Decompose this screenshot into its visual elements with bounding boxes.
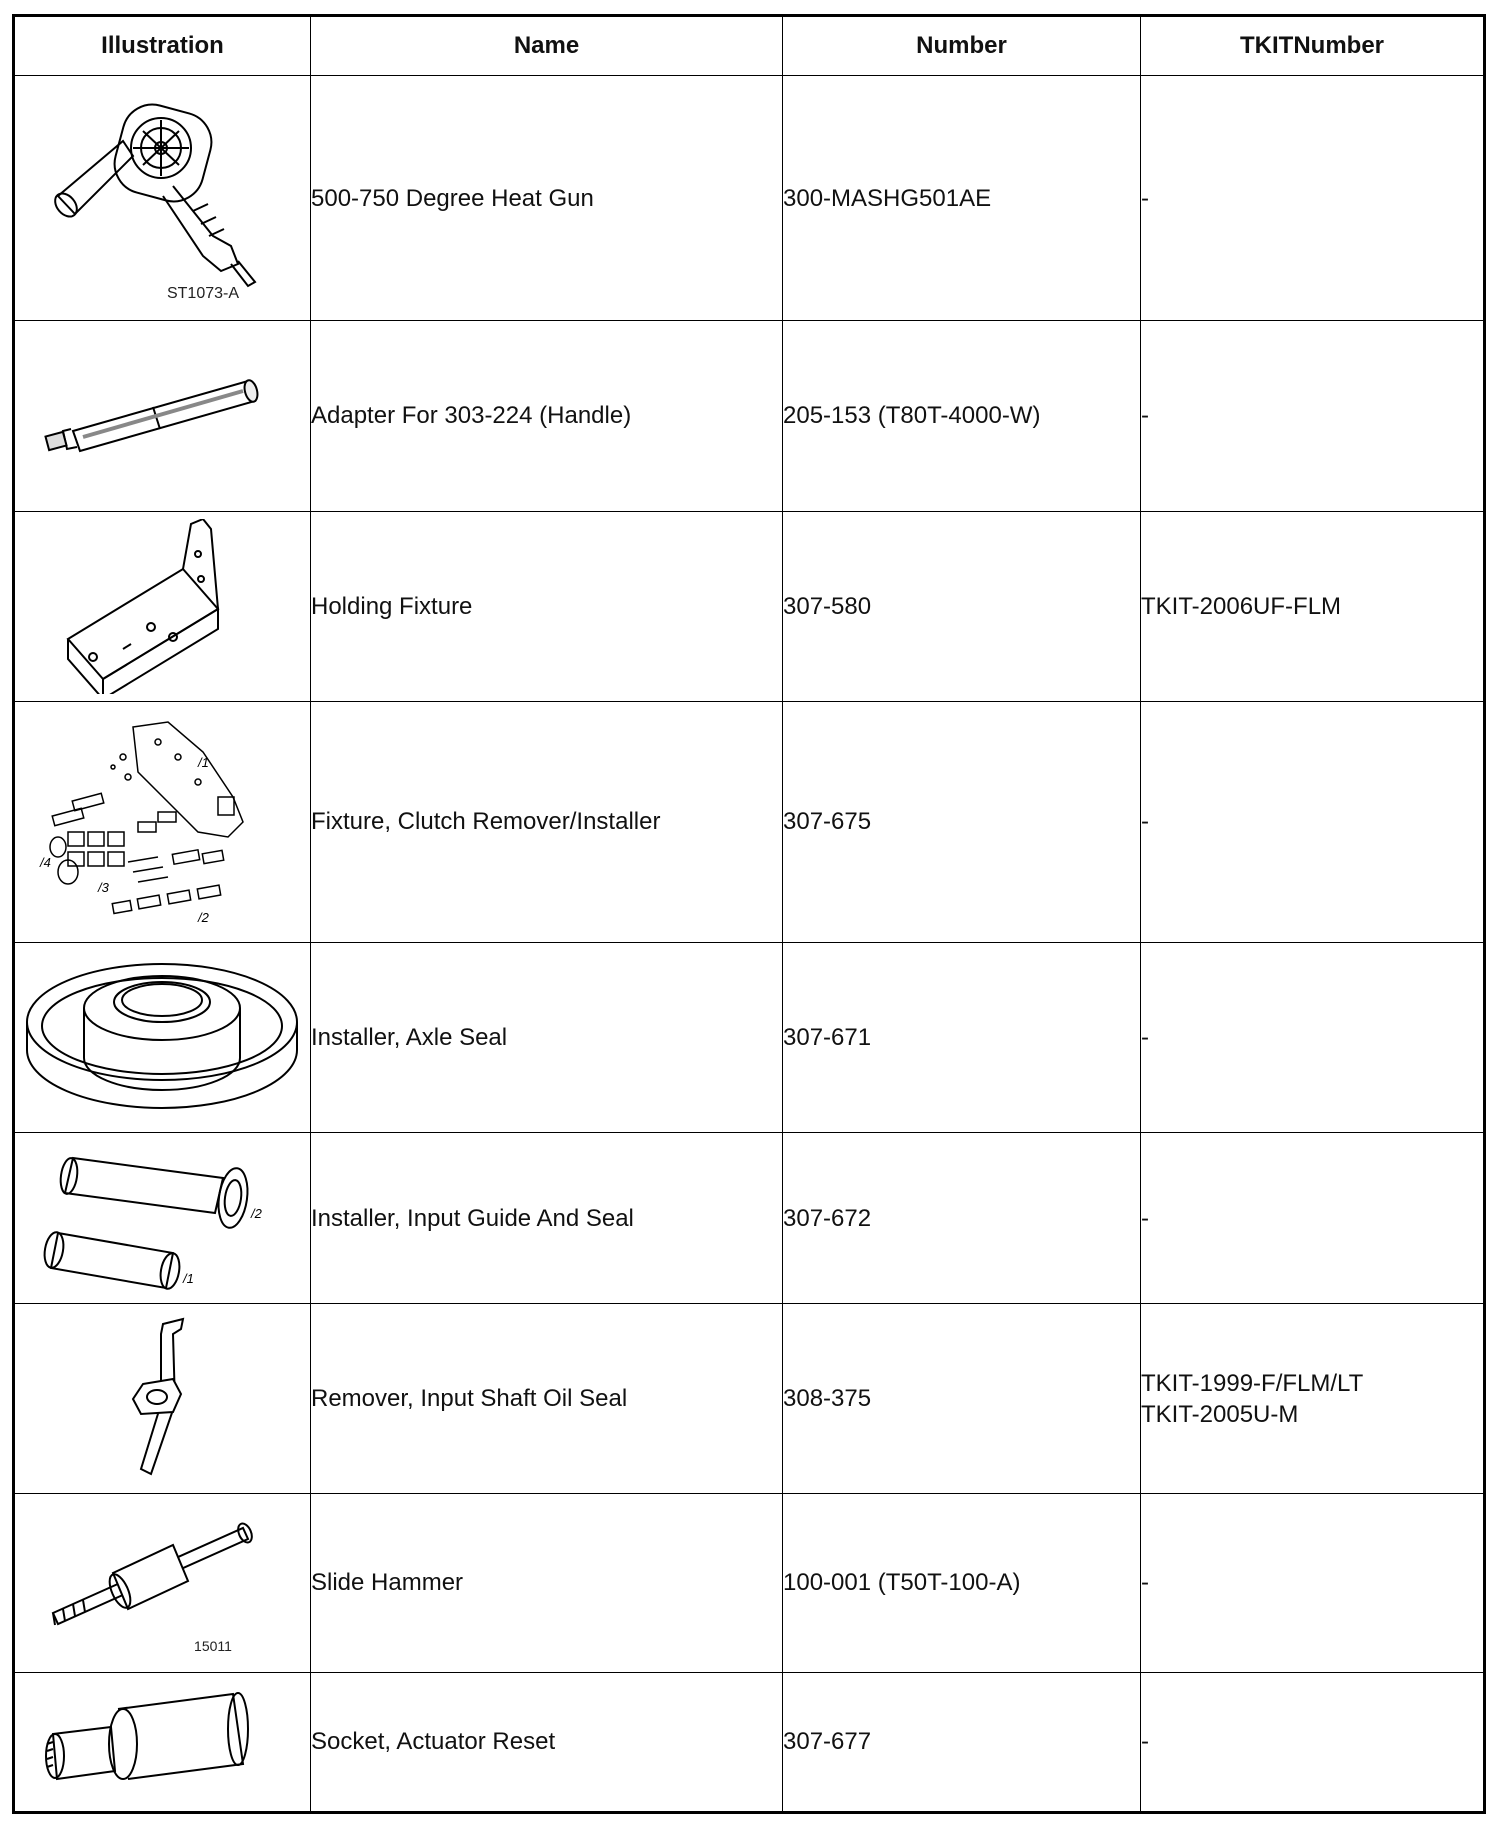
tkit-number: [1141, 1304, 1485, 1494]
heat-gun-illustration: [33, 86, 293, 311]
tool-name: Fixture, Clutch Remover/Installer: [311, 701, 783, 942]
tool-number: 300-MASHG501AE: [783, 76, 1141, 321]
tool-name: 500-750 Degree Heat Gun: [311, 76, 783, 321]
special-tools-table: [12, 14, 1486, 1814]
tkit-line: -: [1141, 402, 1149, 430]
table-row: [14, 701, 1485, 942]
table-row: [14, 1133, 1485, 1304]
handle-adapter-illustration: [33, 341, 293, 491]
part-callout: /2: [250, 1206, 262, 1222]
tool-number: 308-375: [783, 1304, 1141, 1494]
slide-hammer-illustration: [33, 1503, 293, 1663]
part-callout: /4: [39, 854, 51, 870]
tool-name: Adapter For 303-224 (Handle): [311, 321, 783, 511]
axle-seal-installer-illustration: [20, 950, 305, 1125]
tkit-line: -: [1141, 1024, 1149, 1052]
tkit-number: [1141, 1494, 1485, 1672]
tkit-line: TKIT-1999-F/FLM/LT: [1141, 1369, 1364, 1397]
table-row: [14, 511, 1485, 701]
tool-name: Socket, Actuator Reset: [311, 1672, 783, 1812]
illustration-caption: 15011: [193, 1637, 232, 1654]
tool-number: 307-672: [783, 1133, 1141, 1304]
tool-number: 307-675: [783, 701, 1141, 942]
oil-seal-remover-illustration: [33, 1314, 293, 1484]
input-guide-installer-illustration: [33, 1143, 293, 1293]
tkit-line: -: [1141, 184, 1149, 212]
tool-name: Remover, Input Shaft Oil Seal: [311, 1304, 783, 1494]
tkit-number: [1141, 76, 1485, 321]
tool-number: 307-671: [783, 942, 1141, 1132]
table-row: [14, 1494, 1485, 1672]
tkit-line: -: [1141, 808, 1149, 836]
tool-number: 307-580: [783, 511, 1141, 701]
illustration-cell: [14, 701, 311, 942]
header-tkit-number: TKITNumber: [1141, 16, 1485, 76]
part-callout: /3: [97, 879, 109, 895]
illustration-cell: [14, 1304, 311, 1494]
illustration-cell: [14, 942, 311, 1132]
tool-name: Slide Hammer: [311, 1494, 783, 1672]
table-row: [14, 321, 1485, 511]
tkit-line: -: [1141, 1204, 1149, 1232]
tkit-line: -: [1141, 1728, 1149, 1756]
illustration-cell: [14, 511, 311, 701]
tool-number: 205-153 (T80T-4000-W): [783, 321, 1141, 511]
holding-fixture-illustration: [33, 519, 293, 694]
tkit-line: -: [1141, 1569, 1149, 1597]
illustration-cell: [14, 1133, 311, 1304]
header-number: Number: [783, 16, 1141, 76]
tkit-number: [1141, 511, 1485, 701]
illustration-caption: ST1073-A: [166, 284, 239, 302]
illustration-cell: [14, 1672, 311, 1812]
tool-name: Installer, Input Guide And Seal: [311, 1133, 783, 1304]
illustration-cell: [14, 321, 311, 511]
tkit-number: [1141, 1672, 1485, 1812]
header-illustration: Illustration: [14, 16, 311, 76]
part-callout: /2: [197, 909, 209, 925]
header-name: Name: [311, 16, 783, 76]
tkit-number: [1141, 701, 1485, 942]
clutch-fixture-kit-illustration: [28, 712, 298, 932]
tkit-number: [1141, 942, 1485, 1132]
tkit-number: [1141, 1133, 1485, 1304]
tool-name: Installer, Axle Seal: [311, 942, 783, 1132]
part-callout: /1: [197, 754, 209, 770]
tkit-line: TKIT-2006UF-FLM: [1141, 592, 1342, 620]
table-row: [14, 942, 1485, 1132]
actuator-socket-illustration: [33, 1679, 293, 1804]
tool-number: 100-001 (T50T-100-A): [783, 1494, 1141, 1672]
tkit-number: [1141, 321, 1485, 511]
illustration-cell: [14, 1494, 311, 1672]
table-row: [14, 1672, 1485, 1812]
table-row: [14, 1304, 1485, 1494]
table-row: [14, 76, 1485, 321]
tool-name: Holding Fixture: [311, 511, 783, 701]
tkit-line: TKIT-2005U-M: [1141, 1400, 1299, 1428]
tool-number: 307-677: [783, 1672, 1141, 1812]
illustration-cell: [14, 76, 311, 321]
part-callout: /1: [182, 1271, 194, 1287]
header-row: [14, 16, 1485, 76]
